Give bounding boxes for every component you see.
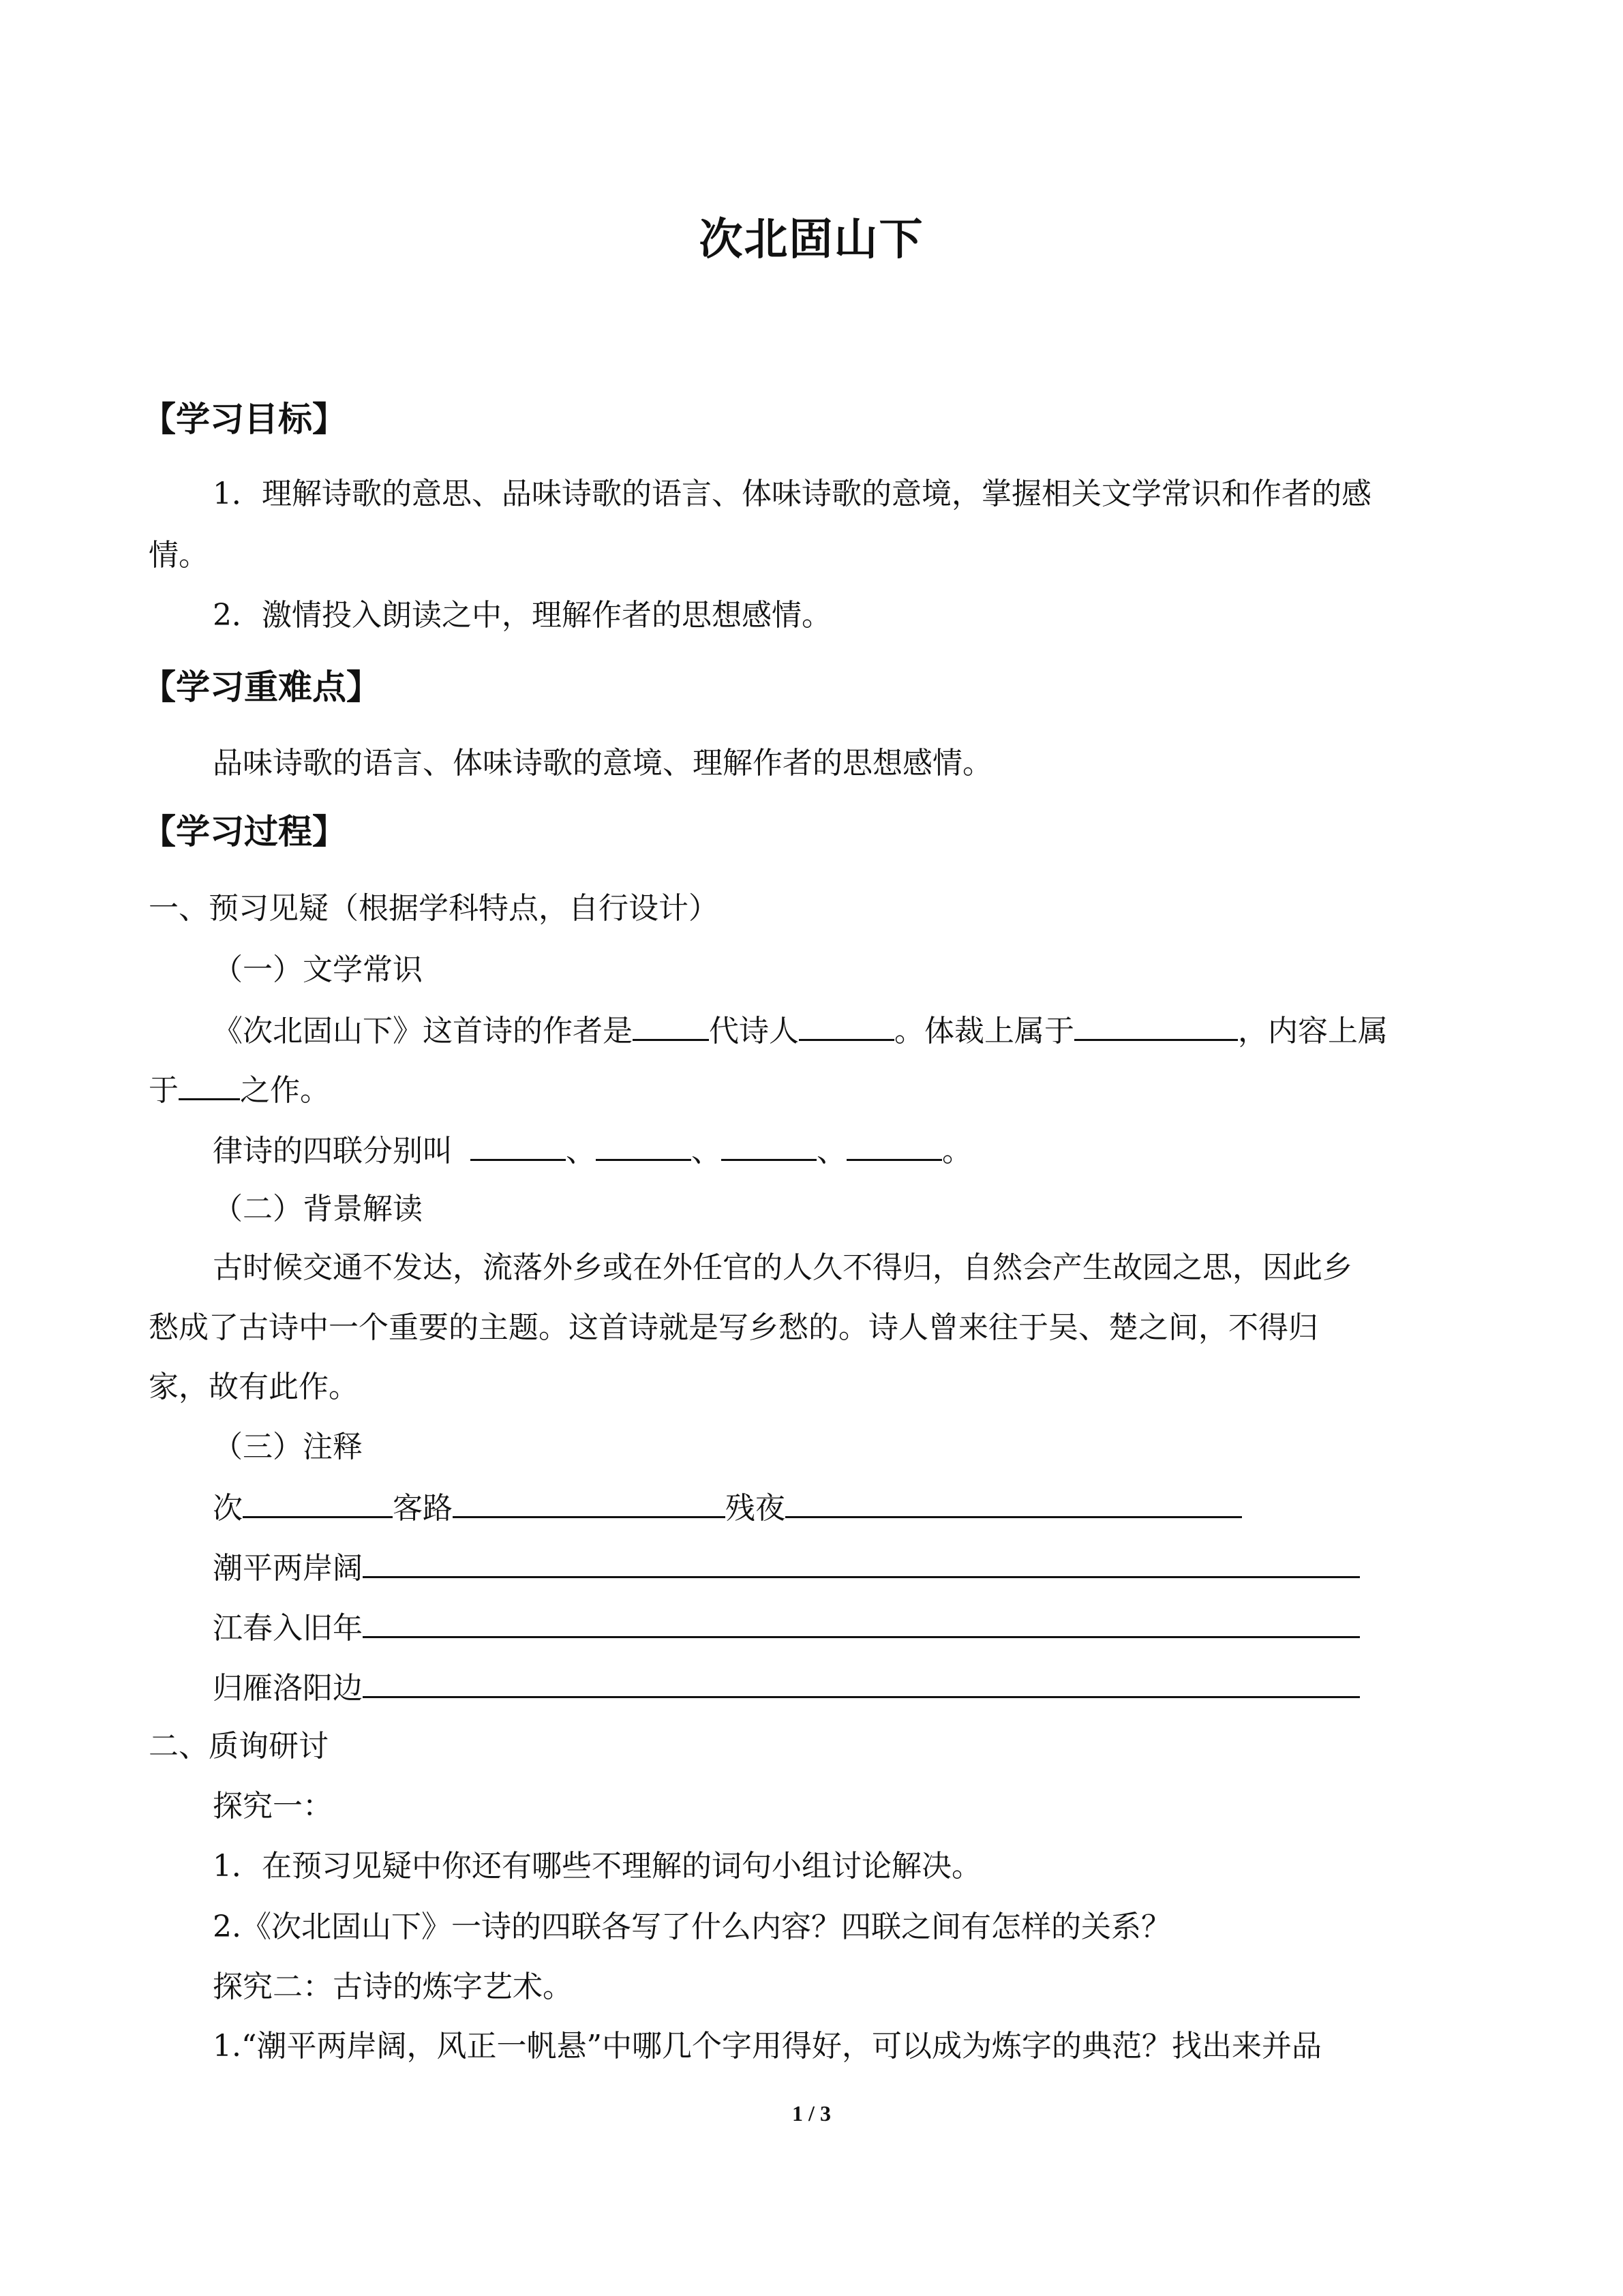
q1-text-d: ，内容上属 (1238, 1014, 1388, 1048)
end-mark: 。 (942, 1134, 972, 1168)
difficulty-text: 品味诗歌的语言、体味诗歌的意境、理解作者的思想感情。 (213, 746, 992, 781)
literature-question-1-cont (149, 1068, 330, 1111)
note-guiyan-blank[interactable] (363, 1666, 1360, 1698)
note-canye-blank[interactable] (785, 1486, 1242, 1518)
background-heading: （二）背景解读 (213, 1192, 423, 1226)
goal-item-1-line-1: 1．理解诗歌的意思、品味诗歌的语言、体味诗歌的意境，掌握相关文学常识和作者的感 (213, 477, 1371, 511)
note-guiyan-label: 归雁洛阳边 (213, 1671, 363, 1706)
note-kelu-label: 客路 (393, 1491, 453, 1526)
note-jiangchun-blank[interactable] (363, 1606, 1360, 1638)
separator: 、 (691, 1134, 721, 1168)
poet-blank[interactable] (799, 1009, 894, 1041)
q2-text: 律诗的四联分别叫 (213, 1134, 453, 1168)
q1-text-e: 于 (149, 1073, 179, 1108)
discussion-heading: 二、质询研讨 (149, 1729, 329, 1764)
discussion-question-2: 2.《次北固山下》一诗的四联各写了什么内容？四联之间有怎样的关系？ (213, 1909, 1171, 1944)
background-line-1: 古时候交通不发达，流落外乡或在外任官的人久不得归，自然会产生故园之思，因此乡 (213, 1250, 1352, 1285)
separator: 、 (817, 1134, 847, 1168)
couplet-blank-4[interactable] (847, 1129, 942, 1161)
notes-heading: （三）注释 (213, 1430, 363, 1464)
separator: 、 (566, 1134, 596, 1168)
couplet-blank-3[interactable] (721, 1129, 817, 1161)
dynasty-blank[interactable] (633, 1009, 709, 1041)
literature-question-2 (213, 1129, 972, 1172)
q1-text-b: 代诗人 (709, 1014, 799, 1048)
q1-text-f: 之作。 (240, 1073, 330, 1108)
literature-heading: （一）文学常识 (213, 952, 423, 987)
note-jiangchun-label: 江春入旧年 (213, 1611, 363, 1646)
note-chaoping-label: 潮平两岸阔 (213, 1551, 363, 1586)
notes-row-1 (213, 1486, 1242, 1529)
genre-blank[interactable] (1074, 1009, 1238, 1041)
note-ci-label: 次 (213, 1491, 243, 1526)
heading-key-difficulties: 【学习重难点】 (142, 667, 380, 707)
notes-row-4 (213, 1666, 1360, 1709)
inquiry-1-heading: 探究一： (213, 1789, 333, 1824)
goal-item-1-line-2: 情。 (149, 538, 209, 573)
page-title: 次北固山下 (699, 215, 924, 265)
couplet-blank-2[interactable] (596, 1129, 691, 1161)
note-ci-blank[interactable] (243, 1486, 393, 1518)
q1-text-c: 。体裁上属于 (894, 1014, 1074, 1048)
notes-row-3 (213, 1606, 1360, 1649)
content-blank[interactable] (179, 1068, 240, 1100)
preview-heading: 一、预习见疑（根据学科特点，自行设计） (149, 891, 718, 926)
heading-learning-process: 【学习过程】 (142, 812, 346, 851)
notes-row-2 (213, 1546, 1360, 1589)
background-line-3: 家，故有此作。 (149, 1370, 359, 1404)
q1-text-a: 《次北固山下》这首诗的作者是 (213, 1014, 633, 1048)
note-chaoping-blank[interactable] (363, 1546, 1360, 1578)
goal-item-2: 2．激情投入朗读之中，理解作者的思想感情。 (213, 598, 832, 633)
literature-question-1 (213, 1009, 1388, 1052)
inquiry-2-heading: 探究二：古诗的炼字艺术。 (213, 1969, 573, 2004)
discussion-question-3: 1.“潮平两岸阔，风正一帆悬”中哪几个字用得好，可以成为炼字的典范？找出来并品 (213, 2029, 1322, 2064)
heading-learning-goals: 【学习目标】 (142, 399, 346, 439)
note-canye-label: 残夜 (725, 1491, 785, 1526)
couplet-blank-1[interactable] (470, 1129, 566, 1161)
page-number: 1 / 3 (792, 2101, 831, 2126)
note-kelu-blank[interactable] (453, 1486, 725, 1518)
background-line-2: 愁成了古诗中一个重要的主题。这首诗就是写乡愁的。诗人曾来往于吴、楚之间，不得归 (149, 1310, 1318, 1345)
discussion-question-1: 1．在预习见疑中你还有哪些不理解的词句小组讨论解决。 (213, 1849, 982, 1884)
